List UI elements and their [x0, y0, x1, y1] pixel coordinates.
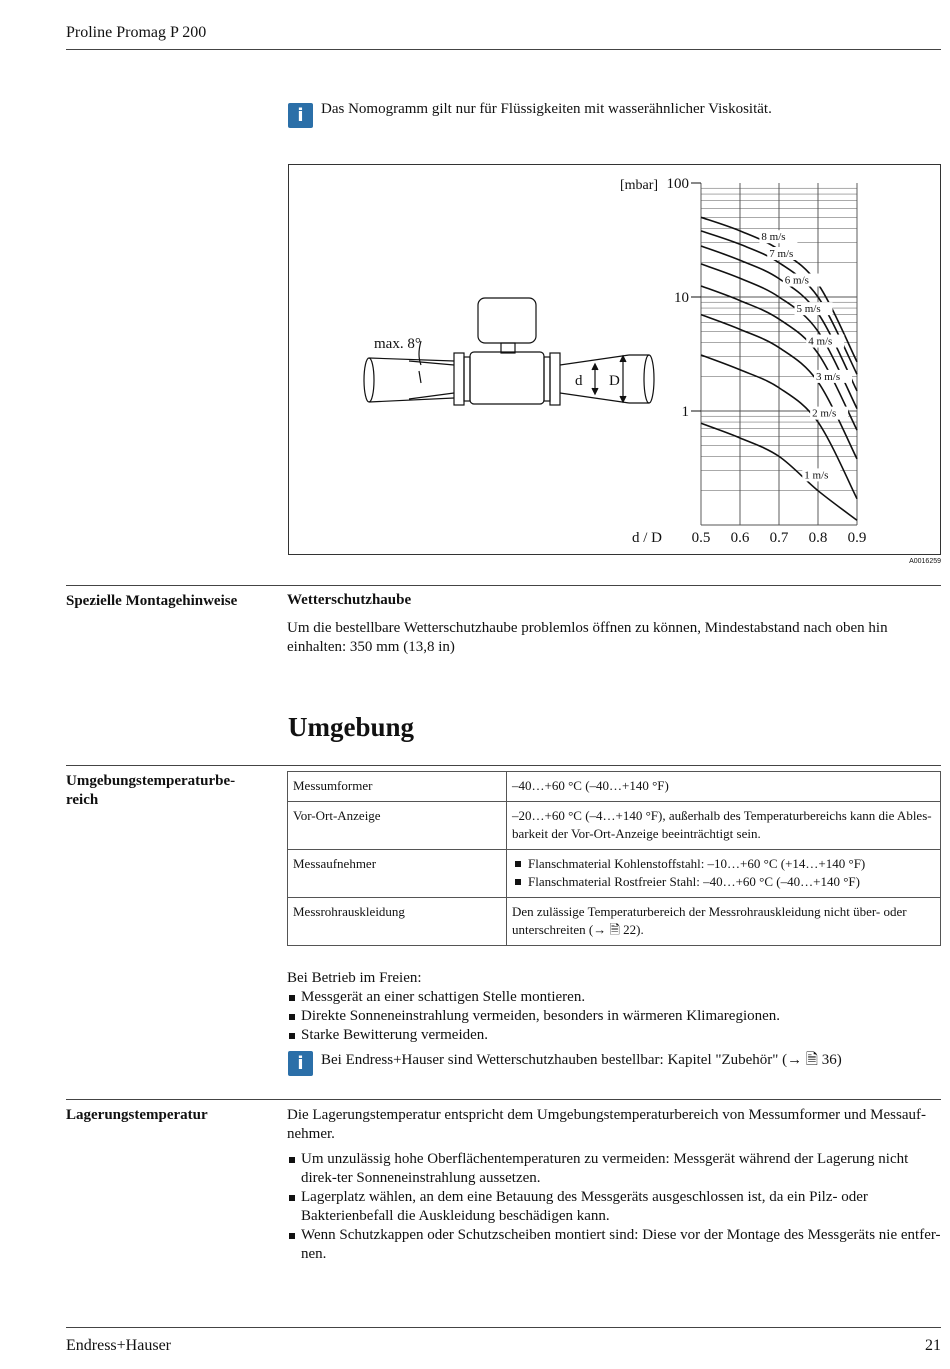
series-label: 8 m/s	[761, 231, 786, 244]
D-label: D	[609, 373, 620, 389]
outdoor-block	[287, 969, 942, 1045]
table-row	[288, 898, 941, 946]
montage-side-heading: Spezielle Montagehinweise	[66, 593, 238, 609]
y-tick-label: 1	[681, 404, 689, 420]
x-tick-label: 0.9	[847, 530, 867, 546]
table-row	[288, 850, 941, 898]
montage-rule	[66, 585, 941, 586]
section-title: Umgebung	[288, 712, 415, 742]
table-cell-label: Messaufnehmer	[288, 850, 507, 898]
footer-brand: Endress+Hauser	[66, 1337, 171, 1354]
series-label: 5 m/s	[796, 303, 821, 316]
table-cell-value	[507, 850, 941, 898]
storage-rule	[66, 1099, 941, 1100]
x-tick-label: 0.5	[691, 530, 711, 546]
running-header: Proline Promag P 200	[66, 24, 207, 41]
page-number: 21	[925, 1337, 941, 1354]
list-item: Direkte Sonneneinstrahlung vermeiden, besonders in wärmeren Klimaregionen.	[287, 1007, 942, 1026]
ambient-side-line1: Umgebungstemperaturbe-	[66, 773, 236, 789]
table-cell-value: Den zulässige Temperaturbereich der Messrohrauskleidung nicht über- oder unterschreiten (→ 🗎 22).	[507, 898, 941, 946]
series-label: 3 m/s	[816, 370, 841, 383]
x-tick-label: 0.6	[730, 530, 750, 546]
list-item	[512, 855, 935, 873]
montage-text: Um die bestellbare Wetterschutzhaube problemlos öffnen zu können, Mindestabstand nach oben hin einhalten: 350 mm (13,8 in)	[287, 620, 888, 655]
storage-text: Die Lagerungstemperatur entspricht dem Umgebungstemperaturbereich von Messumformer und Messauf-nehmer.	[287, 1107, 926, 1142]
list-item: Wenn Schutzkappen oder Schutzscheiben montiert sind: Diese vor der Montage des Messgeräts nie entfer-nen.	[287, 1226, 942, 1264]
nomogram-figure	[288, 164, 941, 555]
list-item: Lagerplatz wählen, an dem eine Betauung des Messgeräts ausgeschlossen ist, da ein Pilz- oder Bakterienbefall die Auskleidung beschädigen kann.	[287, 1188, 942, 1226]
ambient-side-heading	[66, 772, 235, 810]
table-cell-label: Messumformer	[288, 772, 507, 802]
temperature-table	[287, 771, 941, 946]
ambient-rule	[66, 765, 941, 766]
table-cell-label: Messrohrauskleidung	[288, 898, 507, 946]
angle-label: max. 8°	[374, 336, 421, 352]
series-label: 4 m/s	[808, 335, 833, 348]
footer-rule	[66, 1327, 941, 1328]
ambient-side-line2: reich	[66, 792, 99, 808]
list-item: Starke Bewitterung vermeiden.	[287, 1026, 942, 1045]
table-row	[288, 772, 941, 802]
table-cell-value: –20…+60 °C (–4…+140 °F), außerhalb des Temperaturbereichs kann die Ables-barkeit der Vor-Ort-Anzeige beeinträchtigt sein.	[507, 802, 941, 850]
outdoor-title: Bei Betrieb im Freien:	[287, 970, 422, 986]
info-icon: i	[288, 1051, 313, 1076]
table-cell-label: Vor-Ort-Anzeige	[288, 802, 507, 850]
storage-block	[287, 1106, 942, 1264]
viscosity-note: Das Nomogramm gilt nur für Flüssigkeiten mit wasserähnlicher Viskosität.	[321, 101, 772, 117]
x-tick-label: 0.7	[769, 530, 789, 546]
figure-code: A0016259	[909, 558, 941, 565]
y-axis-label: [mbar]	[620, 178, 659, 193]
table-row	[288, 802, 941, 850]
series-label: 6 m/s	[784, 274, 809, 287]
x-axis-label: d / D	[632, 530, 662, 546]
list-item: Um unzulässig hohe Oberflächentemperaturen zu vermeiden: Messgerät während der Lagerung nicht direk-ter Sonneneinstrahlung aussetzen.	[287, 1150, 942, 1188]
info-icon: i	[288, 103, 313, 128]
list-item	[512, 873, 935, 891]
y-tick-label: 100	[666, 176, 689, 192]
header-rule	[66, 49, 941, 50]
montage-title: Wetterschutzhaube	[287, 592, 412, 608]
weather-cover-note: Bei Endress+Hauser sind Wetterschutzhauben bestellbar: Kapitel "Zubehör" (→ 🗎 36)	[321, 1052, 842, 1068]
list-item: Messgerät an einer schattigen Stelle montieren.	[287, 988, 942, 1007]
storage-side-heading: Lagerungstemperatur	[66, 1107, 208, 1123]
series-label: 1 m/s	[804, 469, 829, 482]
list-item-text: Flanschmaterial Rostfreier Stahl: –40…+60 °C (–40…+140 °F)	[528, 874, 860, 889]
nomogram-svg	[289, 165, 940, 554]
y-tick-label: 10	[674, 290, 689, 306]
series-label: 2 m/s	[812, 407, 837, 420]
x-tick-label: 0.8	[808, 530, 828, 546]
table-cell-value: –40…+60 °C (–40…+140 °F)	[507, 772, 941, 802]
d-label: d	[575, 373, 583, 389]
list-item-text: Flanschmaterial Kohlenstoffstahl: –10…+60 °C (+14…+140 °F)	[528, 856, 866, 871]
series-label: 7 m/s	[769, 248, 794, 261]
